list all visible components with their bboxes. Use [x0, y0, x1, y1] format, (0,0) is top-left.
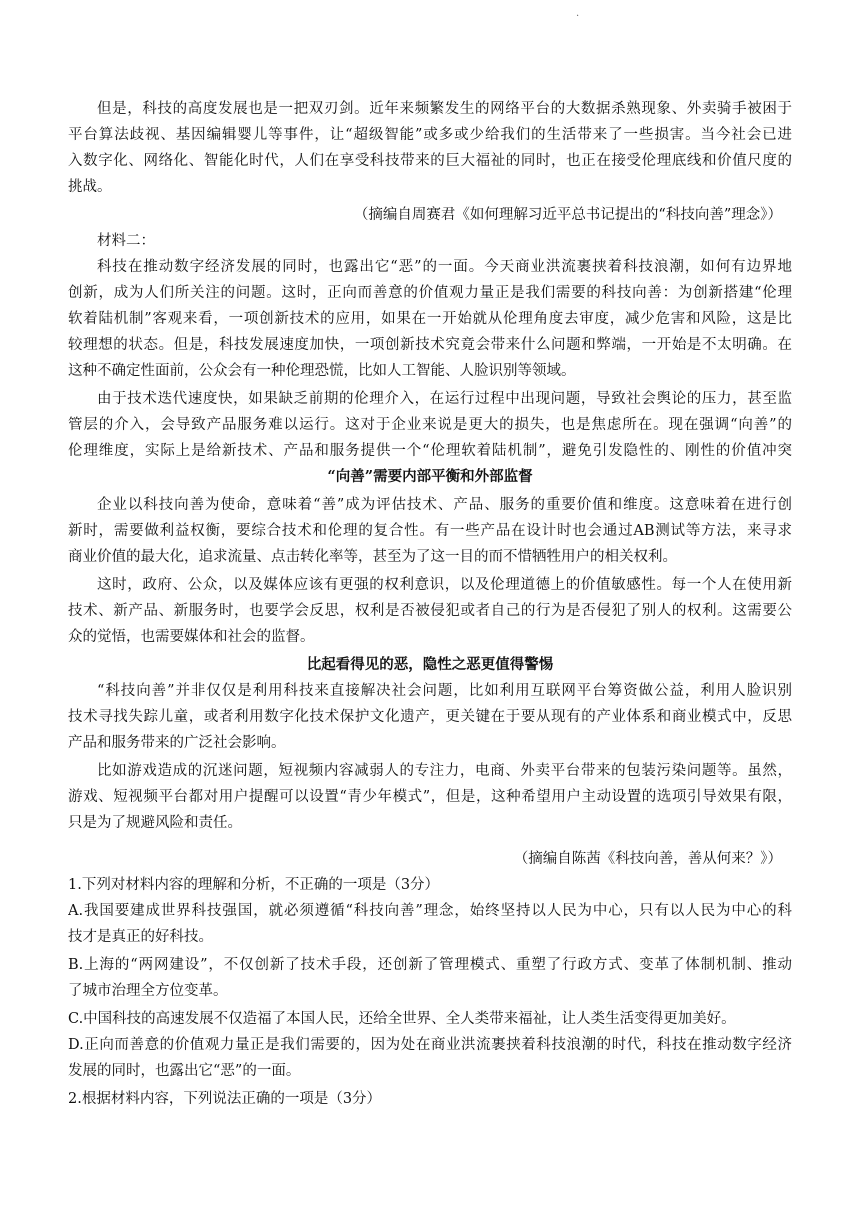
- option-b: B.上海的“两网建设”，不仅创新了技术手段，还创新了管理模式、重塑了行政方式、变革了体制机制、推动: [68, 957, 792, 973]
- text-line: 众的觉悟，也需要媒体和社会的监督。: [68, 629, 315, 645]
- text-line: 较理想的状态。但是，科技发展速度加快，一项创新技术究竟会带来什么问题和弊端，一开始是不太明确。在: [68, 337, 792, 353]
- text-line: 技术寻找失踪儿童，或者利用数字化技术保护文化遗产，更关键在于要从现有的产业体系和商业模式中，反思: [68, 709, 792, 725]
- text-line: 企业以科技向善为使命，意味着“善”成为评估技术、产品、服务的重要价值和维度。这意味着在进行创: [97, 497, 792, 513]
- option-d: D.正向而善意的价值观力量正是我们需要的，因为处在商业洪流裹挟着科技浪潮的时代，科技在推动数字经济: [68, 1037, 792, 1053]
- option-c: C.中国科技的高速发展不仅造福了本国人民，还给全世界、全人类带来福祉，让人类生活变得更加美好。: [68, 1011, 736, 1027]
- source-citation: （摘编自周赛君《如何理解习近平总书记提出的“科技向善”理念》）: [353, 207, 782, 223]
- text-line: 但是，科技的高度发展也是一把双刃剑。近年来频繁发生的网络平台的大数据杀熟现象、外卖骑手被困于: [97, 101, 792, 117]
- text-line: 管层的介入，会导致产品服务难以运行。这对于企业来说是更大的损失，也是焦虑所在。现在强调“向善”的: [68, 417, 792, 433]
- section-heading: 比起看得见的恶，隐性之恶更值得警惕: [306, 656, 554, 673]
- text-line: 商业价值的最大化，追求流量、点击转化率等，甚至为了这一目的而不惜牺牲用户的相关权利。: [68, 549, 677, 565]
- text-line: 技术、新产品、新服务时，也要学会反思，权利是否被侵犯或者自己的行为是否侵犯了别人的权利。这需要公: [68, 603, 792, 619]
- text-line: 游戏、短视频平台都对用户提醒可以设置“青少年模式”，但是，这种希望用户主动设置的选项引导效果有限，: [68, 789, 792, 805]
- text-line: 科技在推动数字经济发展的同时，也露出它“恶”的一面。今天商业洪流裹挟着科技浪潮，如何有边界地: [97, 259, 792, 275]
- option-b-cont: 了城市治理全方位变革。: [68, 983, 228, 999]
- text-line: 入数字化、网络化、智能化时代，人们在享受科技带来的巨大福祉的同时，也正在接受伦理底线和价值尺度的: [68, 153, 792, 169]
- text-line: “科技向善”并非仅仅是利用科技来直接解决社会问题，比如利用互联网平台筹资做公益，利用人脸识别: [97, 683, 792, 699]
- question-stem: 2.根据材料内容，下列说法正确的一项是（3分）: [68, 1091, 382, 1107]
- text-line: 软着陆机制”客观来看，一项创新技术的应用，如果在一开始就从伦理角度去审度，减少危害和风险，这是比: [68, 311, 792, 327]
- text-line: 新时，需要做利益权衡，要综合技术和伦理的复合性。有一些产品在设计时也会通过AB测试等方法，来寻求: [68, 523, 792, 539]
- option-a: A.我国要建成世界科技强国，就必须遵循“科技向善”理念，始终坚持以人民为中心，只有以人民为中心的科: [68, 903, 792, 919]
- option-a-cont: 技才是真正的好科技。: [68, 929, 213, 945]
- text-line: 伦理维度，实际上是给新技术、产品和服务提供一个“伦理软着陆机制”，避免引发隐性的、刚性的价值冲突: [68, 443, 792, 459]
- text-line: 只是为了规避风险和责任。: [68, 815, 242, 831]
- section-heading: “向善”需要内部平衡和外部监督: [327, 468, 533, 485]
- section-label: 材料二：: [97, 233, 155, 249]
- page-mark: .: [576, 8, 580, 19]
- text-line: 这种不确定性面前，公众会有一种伦理恐慌，比如人工智能、人脸识别等领域。: [68, 363, 576, 379]
- text-line: 平台算法歧视、基因编辑婴儿等事件，让“超级智能”或多或少给我们的生活带来了一些损害。当今社会已进: [68, 127, 792, 143]
- text-line: 由于技术迭代速度快，如果缺乏前期的伦理介入，在运行过程中出现问题，导致社会舆论的压力，甚至监: [97, 391, 792, 407]
- text-line: 比如游戏造成的沉迷问题，短视频内容减弱人的专注力，电商、外卖平台带来的包装污染问题等。虽然，: [97, 763, 792, 779]
- text-line: 产品和服务带来的广泛社会影响。: [68, 735, 286, 751]
- text-line: 创新，成为人们所关注的问题。这时，正向而善意的价值观力量正是我们需要的科技向善：为创新搭建“伦理: [68, 285, 792, 301]
- question-stem: 1.下列对材料内容的理解和分析，不正确的一项是（3分）: [68, 877, 440, 893]
- text-line: 这时，政府、公众，以及媒体应该有更强的权利意识，以及伦理道德上的价值敏感性。每一个人在使用新: [97, 577, 792, 593]
- source-citation: （摘编自陈茜《科技向善，善从何来？》）: [513, 851, 782, 867]
- option-d-cont: 发展的同时，也露出它“恶”的一面。: [68, 1063, 301, 1079]
- text-line: 挑战。: [68, 179, 112, 195]
